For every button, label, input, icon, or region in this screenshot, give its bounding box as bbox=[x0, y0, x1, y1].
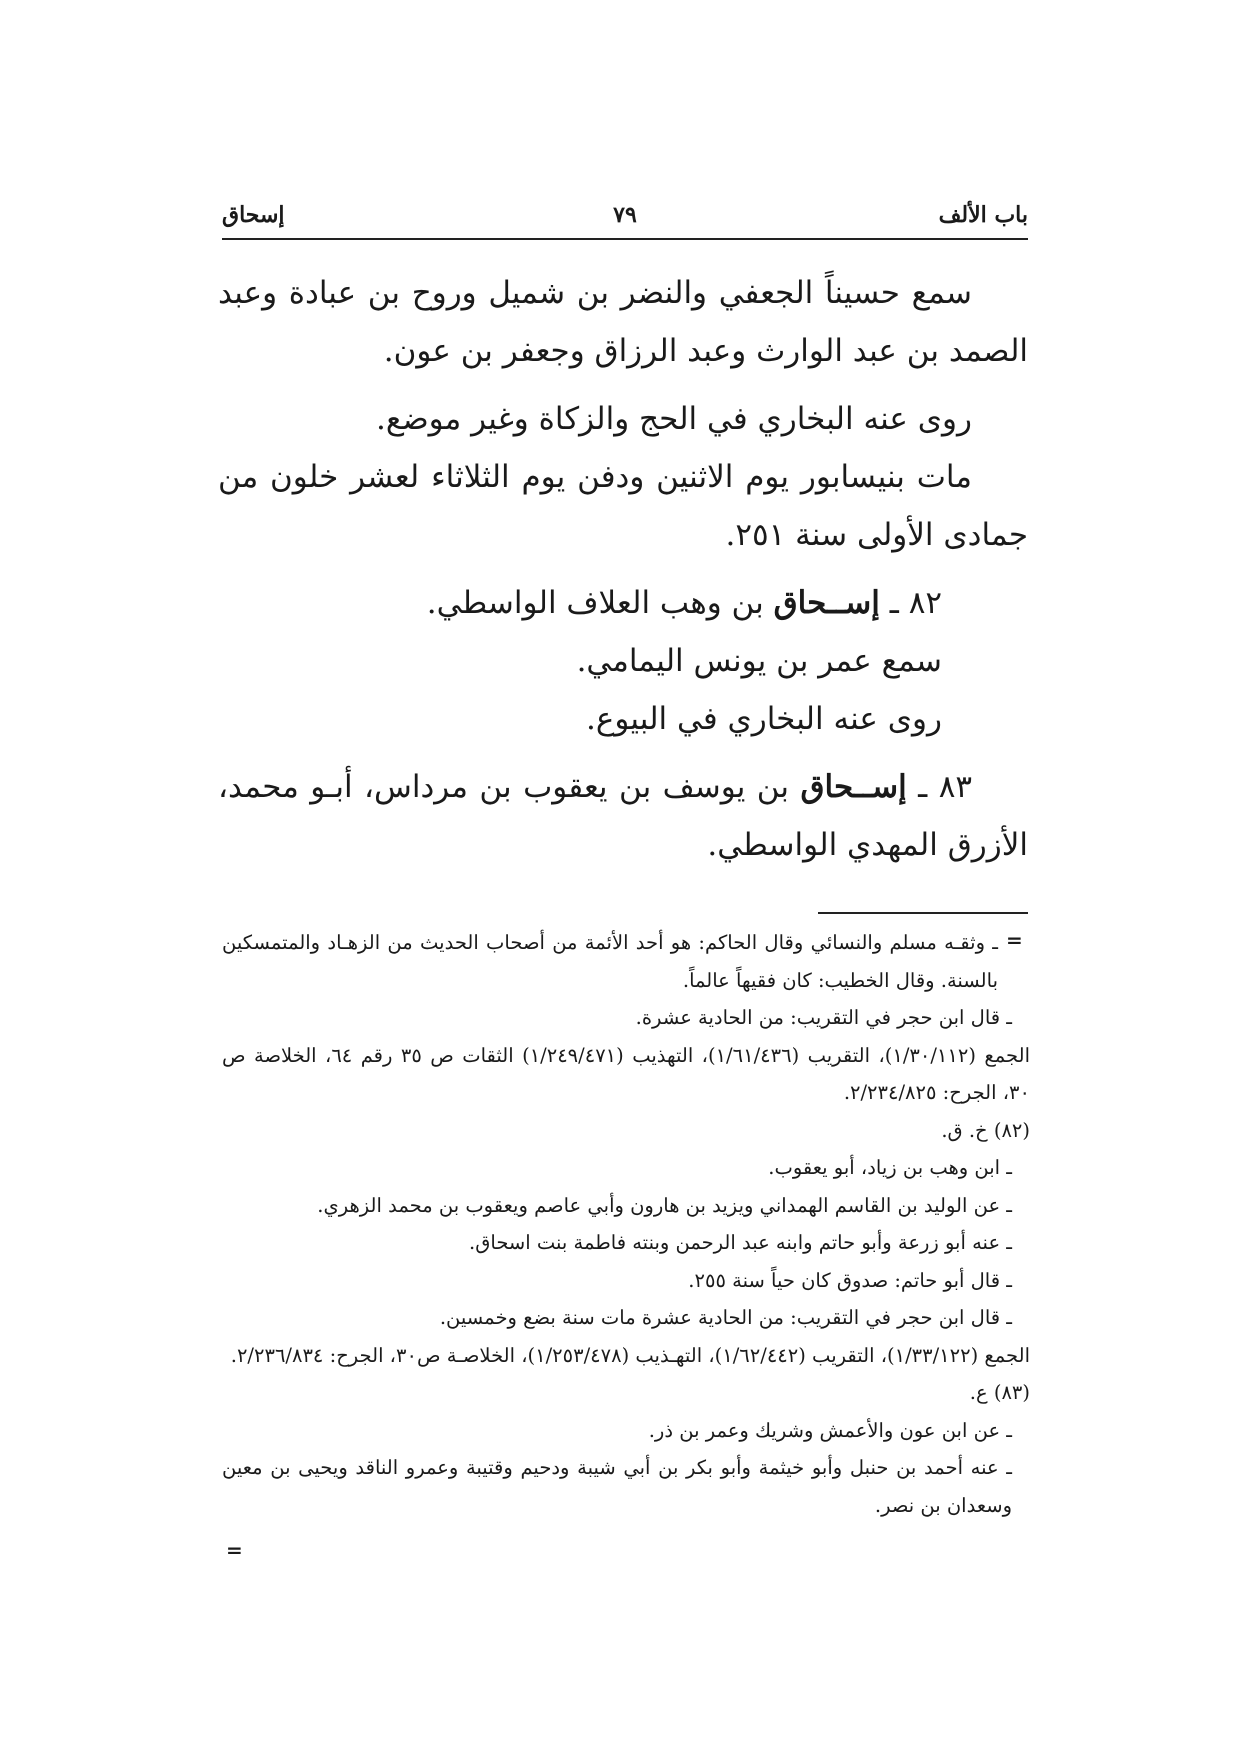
entry-83-lineage: بن يوسف بن يعقوب بن مرداس، أبـو محمد، الأزرق المهدي الواسطي. bbox=[218, 769, 1028, 863]
footnote-line: ـ عن الوليد بن القاسم الهمداني ويزيد بن هارون وأبي عاصم ويعقوب بن محمد الزهري. bbox=[317, 1193, 1012, 1217]
running-header bbox=[222, 202, 1028, 236]
footnote-line: الجمع (١/٣٠/١١٢)، التقريب (١/٦١/٤٣٦)، التهذيب (١/٢٤٩/٤٧١) الثقات ص ٣٥ رقم ٦٤، الخلاصة ص ٣٠، الجرح: ٢/٢٣٤/٨٢٥. bbox=[222, 1043, 1030, 1104]
entry-82-narrated-by: روى عنه البخاري في البيوع. bbox=[586, 701, 942, 737]
footnote-line: ـ عن ابن عون والأعمش وشريك وعمر بن ذر. bbox=[648, 1418, 1012, 1442]
footnote-line: ـ عنه أحمد بن حنبل وأبو خيثمة وأبو بكر بن أبي شيبة ودحيم وقتيبة وعمرو الناقد ويحيى بن معين وسعدان بن نصر. bbox=[222, 1456, 1012, 1517]
paragraph-heard-from: سمع حسيناً الجعفي والنضر بن شميل وروح بن عبادة وعبد الصمد بن عبد الوارث وعبد الرزاق وجعفر بن عون. bbox=[218, 275, 1028, 369]
entry-83-name: إســحاق bbox=[800, 769, 907, 805]
footnote-separator bbox=[818, 912, 1028, 914]
paragraph-death: مات بنيسابور يوم الاثنين ودفن يوم الثلاثاء لعشر خلون من جمادى الأولى سنة ٢٥١. bbox=[218, 459, 1028, 553]
continuation-marker-top: = bbox=[1006, 928, 1023, 952]
page-number: ٧٩ bbox=[613, 202, 637, 228]
footnotes bbox=[222, 924, 1030, 1524]
header-rule bbox=[222, 238, 1028, 240]
running-title: إسحاق bbox=[222, 202, 285, 228]
footnote-line: الجمع (١/٣٣/١٢٢)، التقريب (١/٦٢/٤٤٢)، التهـذيب (١/٢٥٣/٤٧٨)، الخلاصـة ص٣٠، الجرح: ٢/٢٣٦/٨٣٤. bbox=[230, 1343, 1030, 1367]
footnote-entry-83: (٨٣) ع. bbox=[969, 1381, 1030, 1404]
footnote-entry-82: (٨٢) خ. ق. bbox=[941, 1118, 1030, 1142]
paragraph-narrated-by: روى عنه البخاري في الحج والزكاة وغير موضع. bbox=[375, 401, 972, 437]
chapter-title: باب الألف bbox=[938, 202, 1028, 228]
entry-82-name: إســحاق bbox=[773, 585, 880, 621]
main-text bbox=[218, 264, 1028, 874]
entry-82-heading bbox=[218, 574, 1028, 632]
footnote-line: ـ قال ابن حجر في التقريب: من الحادية عشرة مات سنة بضع وخمسين. bbox=[439, 1306, 1012, 1329]
footnote-line: ـ عنه أبو زرعة وأبو حاتم وابنه عبد الرحمن وبنته فاطمة بنت اسحاق. bbox=[469, 1231, 1012, 1254]
entry-82-heard-from: سمع عمر بن يونس اليمامي. bbox=[576, 643, 942, 679]
footnote-line: ـ قال ابن حجر في التقريب: من الحادية عشرة. bbox=[635, 1006, 1012, 1029]
footnote-line: ـ قال أبو حاتم: صدوق كان حياً سنة ٢٥٥. bbox=[688, 1268, 1012, 1292]
entry-82-lineage: بن وهب العلاف الواسطي. bbox=[426, 585, 764, 621]
footnote-line: ـ وثقـه مسلم والنسائي وقال الحاكم: هو أحد الأئمة من أصحاب الحديث من الزهـاد والمتمسكين بالسنة. وقال الخطيب: كان فقيهاً عالماً. bbox=[222, 931, 998, 992]
entry-83-number: ٨٣ ـ bbox=[918, 769, 973, 805]
continuation-marker-bottom: = bbox=[226, 1538, 243, 1562]
footnote-line: ـ ابن وهب بن زياد، أبو يعقوب. bbox=[768, 1156, 1012, 1179]
entry-83-heading bbox=[218, 758, 1028, 874]
entry-82-number: ٨٢ ـ bbox=[889, 585, 942, 621]
